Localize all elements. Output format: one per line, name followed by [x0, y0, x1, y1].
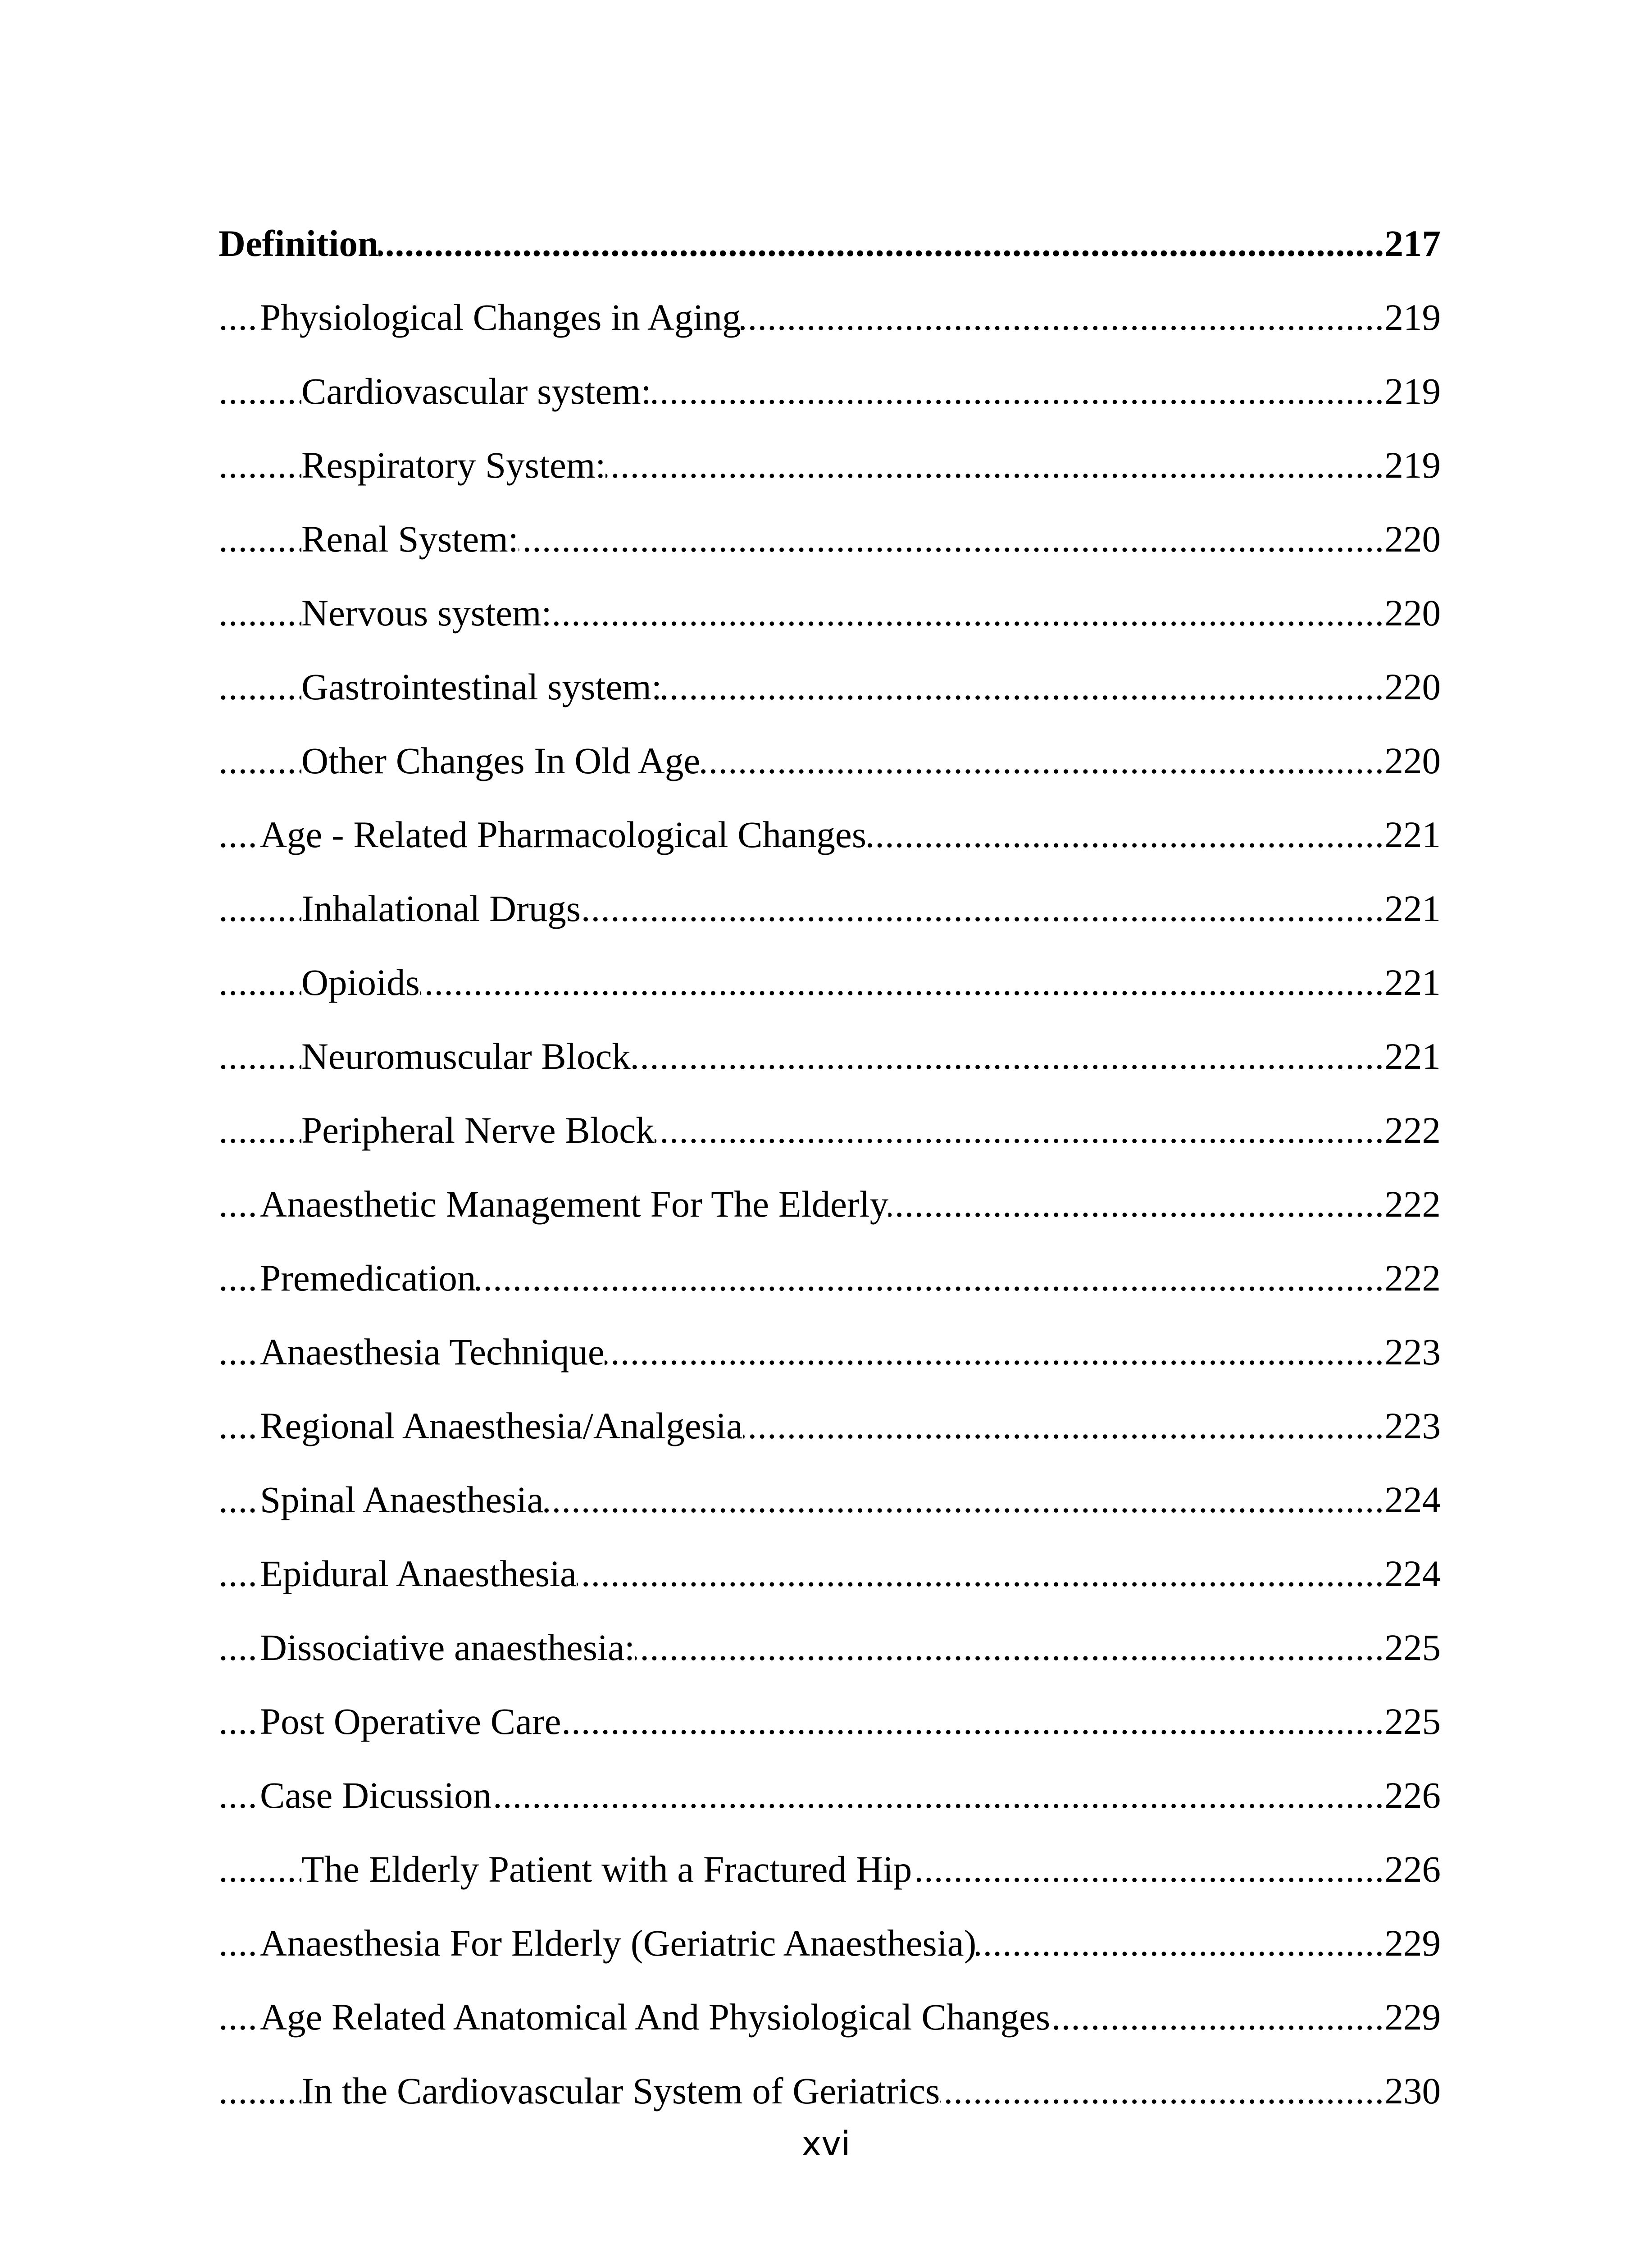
toc-entry-page: 223	[1385, 1396, 1441, 1455]
toc-entry[interactable]	[218, 1544, 1441, 1618]
toc-entry-page: 224	[1385, 1544, 1441, 1603]
toc-entry[interactable]	[218, 879, 1441, 953]
toc-entry-title: Respiratory System:	[301, 436, 605, 494]
toc-entry-page: 221	[1385, 953, 1441, 1012]
toc-entry-title: Regional Anaesthesia/Analgesia	[260, 1396, 743, 1455]
toc-entry[interactable]	[218, 1323, 1441, 1396]
toc-entry-page: 223	[1385, 1323, 1441, 1381]
toc-entry-title: Case Dicussion	[260, 1766, 492, 1824]
toc-entry-title: Anaesthesia Technique	[260, 1323, 605, 1381]
toc-entry[interactable]	[218, 214, 1441, 288]
toc-entry-page: 222	[1385, 1101, 1441, 1159]
toc-entry-page: 221	[1385, 805, 1441, 864]
toc-entry-title: Inhalational Drugs	[301, 879, 581, 938]
toc-entry-title: Dissociative anaesthesia:	[260, 1618, 635, 1677]
toc-entry-page: 229	[1385, 1988, 1441, 2046]
toc-entry-title: In the Cardiovascular System of Geriatrics	[301, 2061, 940, 2120]
toc-entry-page: 220	[1385, 510, 1441, 568]
toc-entry-title: Other Changes In Old Age	[301, 731, 700, 790]
toc-entry-page: 220	[1385, 584, 1441, 642]
toc-entry[interactable]	[218, 1027, 1441, 1101]
toc-entry[interactable]	[218, 362, 1441, 436]
toc-entry[interactable]	[218, 288, 1441, 362]
toc-entry[interactable]	[218, 1988, 1441, 2061]
toc-entry-page: 221	[1385, 879, 1441, 938]
toc-entry-title: Opioids	[301, 953, 420, 1012]
toc-entry[interactable]	[218, 584, 1441, 657]
toc-entry[interactable]	[218, 1101, 1441, 1175]
toc-entry[interactable]	[218, 436, 1441, 510]
toc-entry-page: 225	[1385, 1618, 1441, 1677]
toc-entry[interactable]	[218, 953, 1441, 1027]
toc-entry[interactable]	[218, 1470, 1441, 1544]
toc-entry[interactable]	[218, 1175, 1441, 1249]
toc-entry[interactable]	[218, 1840, 1441, 1914]
toc-entry-title: Nervous system:	[301, 584, 552, 642]
toc-entry-page: 219	[1385, 362, 1441, 420]
toc-entry-title: Peripheral Nerve Block	[301, 1101, 655, 1159]
toc-entry-page: 226	[1385, 1766, 1441, 1824]
toc-entry[interactable]	[218, 1766, 1441, 1840]
toc-entry-page: 224	[1385, 1470, 1441, 1529]
toc-entry[interactable]	[218, 1692, 1441, 1766]
toc-entry-page: 230	[1385, 2061, 1441, 2120]
toc-entry[interactable]	[218, 1249, 1441, 1323]
toc-entry-title: The Elderly Patient with a Fractured Hip	[301, 1840, 912, 1898]
table-of-contents	[218, 214, 1441, 2135]
toc-entry-title: Definition	[218, 214, 378, 273]
toc-entry-page: 219	[1385, 436, 1441, 494]
toc-entry-page: 220	[1385, 731, 1441, 790]
toc-entry-page: 222	[1385, 1175, 1441, 1233]
toc-entry-page: 225	[1385, 1692, 1441, 1751]
toc-entry-title: Physiological Changes in Aging	[260, 288, 741, 347]
toc-entry-title: Gastrointestinal system:	[301, 657, 662, 716]
toc-entry-title: Cardiovascular system:	[301, 362, 651, 420]
toc-entry-title: Anaesthesia For Elderly (Geriatric Anaesthesia)	[260, 1914, 976, 1972]
toc-entry-title: Age - Related Pharmacological Changes	[260, 805, 866, 864]
toc-entry-page: 220	[1385, 657, 1441, 716]
toc-entry-title: Neuromuscular Block	[301, 1027, 631, 1085]
toc-entry[interactable]	[218, 731, 1441, 805]
toc-entry[interactable]	[218, 510, 1441, 584]
toc-entry-title: Spinal Anaesthesia	[260, 1470, 543, 1529]
toc-entry-page: 226	[1385, 1840, 1441, 1898]
toc-entry-title: Premedication	[260, 1249, 476, 1307]
toc-entry-title: Epidural Anaesthesia	[260, 1544, 577, 1603]
toc-entry-page: 219	[1385, 288, 1441, 347]
toc-entry[interactable]	[218, 1914, 1441, 1988]
toc-entry-title: Renal System:	[301, 510, 519, 568]
toc-entry[interactable]	[218, 657, 1441, 731]
page-number: xvi	[801, 2125, 851, 2163]
toc-entry-title: Age Related Anatomical And Physiological Changes	[260, 1988, 1050, 2046]
toc-entry[interactable]	[218, 1396, 1441, 1470]
toc-entry-page: 229	[1385, 1914, 1441, 1972]
toc-entry-page: 221	[1385, 1027, 1441, 1085]
toc-entry[interactable]	[218, 1618, 1441, 1692]
toc-entry[interactable]	[218, 805, 1441, 879]
toc-entry-page: 217	[1385, 214, 1441, 273]
toc-entry-title: Post Operative Care	[260, 1692, 561, 1751]
toc-entry-page: 222	[1385, 1249, 1441, 1307]
toc-entry-title: Anaesthetic Management For The Elderly	[260, 1175, 888, 1233]
